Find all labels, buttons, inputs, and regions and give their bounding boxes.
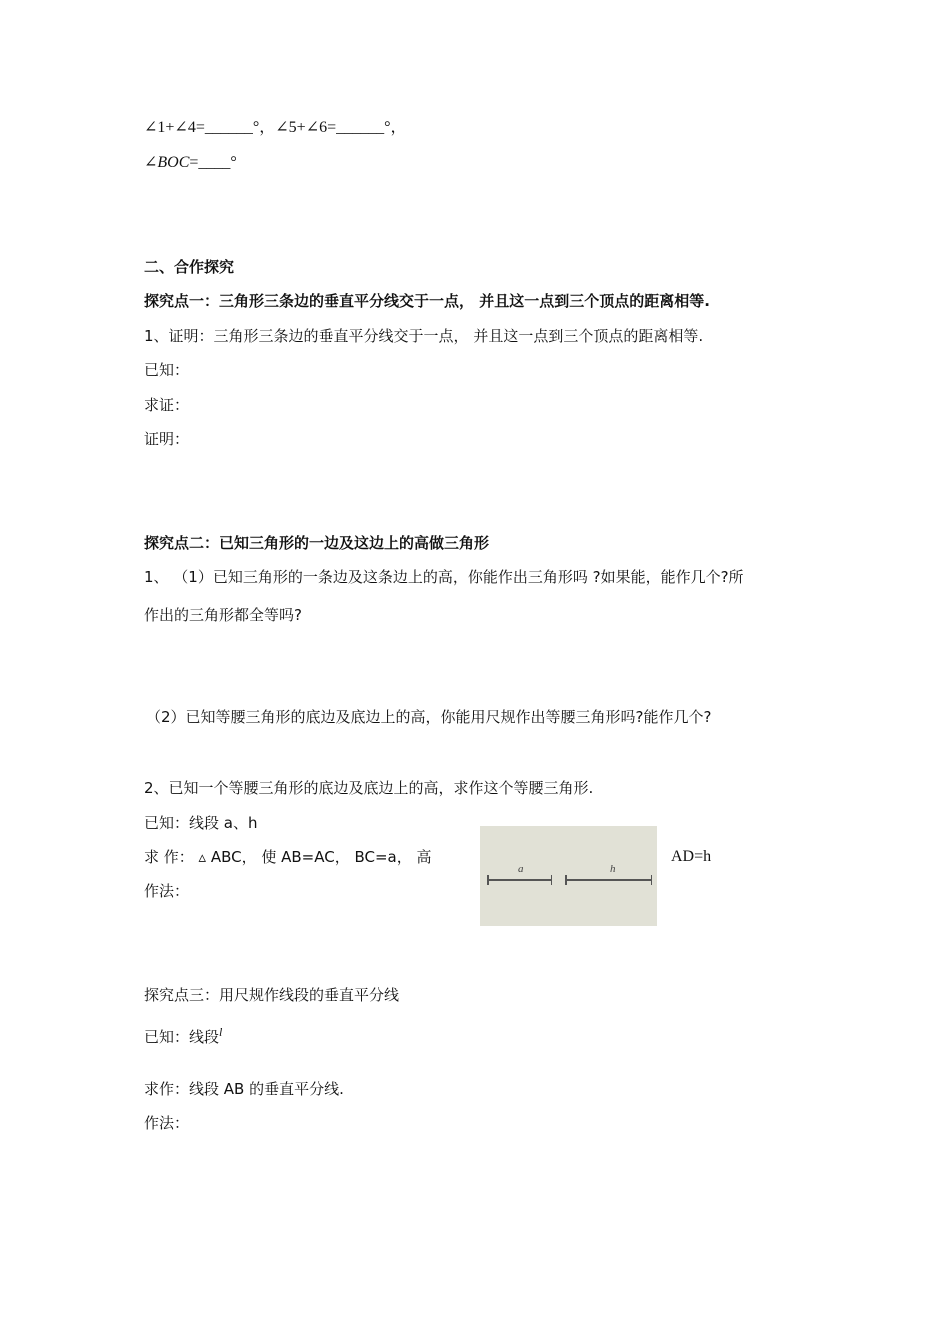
point3-method: 作法： <box>144 1114 190 1132</box>
point2-q1-line2: 作出的三角形都全等吗? <box>144 606 302 624</box>
point3-known-prefix: 已知：线段 <box>144 1028 220 1046</box>
point2-known: 已知：线段 a、h <box>144 814 258 832</box>
point3-known <box>144 1022 222 1047</box>
point3-heading: 探究点三：用尺规作线段的垂直平分线 <box>144 986 400 1004</box>
angle-symbol: ∠ <box>144 154 158 171</box>
point1-item1: 1、证明：三角形三条边的垂直平分线交于一点， 并且这一点到三个顶点的距离相等. <box>144 327 704 345</box>
point1-heading: 探究点一：三角形三条边的垂直平分线交于一点， 并且这一点到三个顶点的距离相等. <box>144 292 710 310</box>
angle-sum-line: ∠1+∠4=______°，∠5+∠6=______°， <box>144 119 407 136</box>
point2-construct-tail: AD=h <box>671 848 712 865</box>
segment-a <box>487 879 552 881</box>
angle-boc-line <box>144 153 237 173</box>
point2-item2: 2、已知一个等腰三角形的底边及底边上的高，求作这个等腰三角形. <box>144 779 594 797</box>
segment-h <box>565 879 652 881</box>
point1-proof-label: 证明： <box>144 430 190 448</box>
point3-construct: 求作：线段 AB 的垂直平分线. <box>144 1080 344 1098</box>
point2-q1-line1: 1、 （1）已知三角形的一条边及这条边上的高，你能作出三角形吗 ?如果能，能作几个?所 <box>144 568 744 586</box>
point1-prove-label: 求证： <box>144 396 190 414</box>
point2-heading: 探究点二：已知三角形的一边及这边上的高做三角形 <box>144 534 490 552</box>
point2-construct: 求 作： ▵ ABC， 使 AB=AC， BC=a， 高 <box>144 848 432 866</box>
segment-symbol: l <box>219 1025 223 1039</box>
segment-a-label: a <box>518 863 524 875</box>
angle-var: BOC <box>157 154 190 171</box>
angle-blank: =____° <box>189 154 237 171</box>
point2-method: 作法： <box>144 882 190 900</box>
point2-q2: （2）已知等腰三角形的底边及底边上的高，你能用尺规作出等腰三角形吗?能作几个? <box>146 708 712 726</box>
segment-h-label: h <box>610 863 616 875</box>
segments-figure <box>480 826 657 926</box>
point1-known-label: 已知： <box>144 361 190 379</box>
section-title: 二、合作探究 <box>144 258 235 276</box>
